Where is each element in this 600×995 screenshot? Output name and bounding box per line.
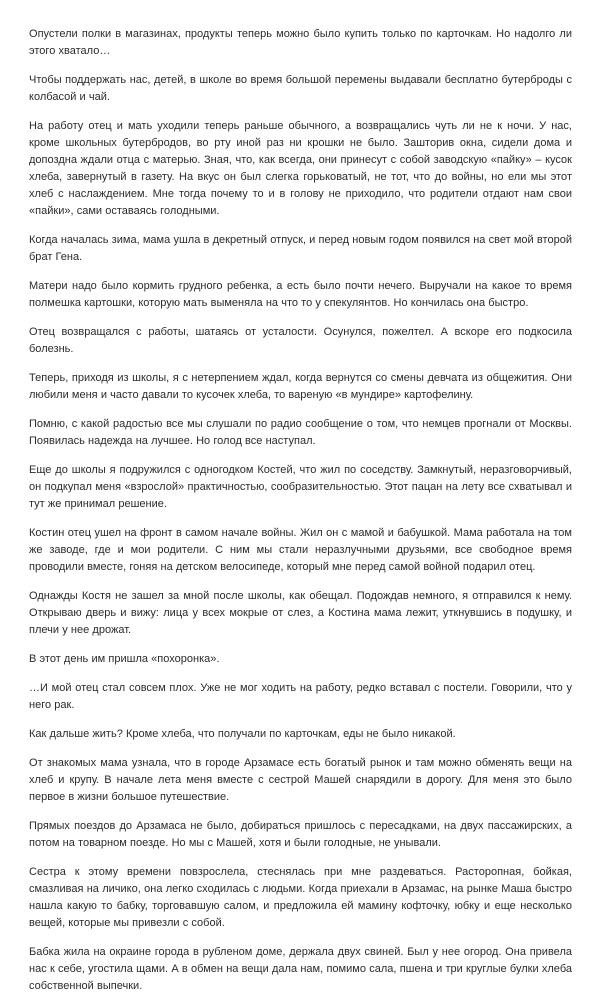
paragraph: Отец возвращался с работы, шатаясь от усталости. Осунулся, пожелтел. А вскоре его подкосила болезнь. [29,326,572,355]
paragraph: Сестра к этому времени повзрослела, стеснялась при мне раздеваться. Расторопная, бойкая, смазливая на личико, она легко сходилась с людьми. Когда приехали в Арзамас, на рынке Маша быстро нашла какую то бабку, торговавшую салом, и предложила ей мамину кофточку, юбку и еще несколько вещей, которые мы привезли с собой. [29,866,572,929]
paragraph: Костин отец ушел на фронт в самом начале войны. Жил он с мамой и бабушкой. Мама работала на том же заводе, где и мои родители. С ним мы стали неразлучными друзьями, все свободное время проводили вместе, гоняя на детском велосипеде, который мне перед самой войной подарил отец. [29,527,572,573]
paragraph: Матери надо было кормить грудного ребенка, а есть было почти нечего. Выручали на какое то время полмешка картошки, которую мать выменяла на что то у спекулянтов. Но кончилась она быстро. [29,280,572,309]
paragraph: Бабка жила на окраине города в рубленом доме, держала двух свиней. Был у нее огород. Она привела нас к себе, угостила щами. А в обмен на вещи дала нам, помимо сала, пшена и три круглые булки хлеба собственной выпечки. [29,946,572,992]
paragraph: Когда началась зима, мама ушла в декретный отпуск, и перед новым годом появился на свет мой второй брат Гена. [29,234,572,263]
paragraph: Как дальше жить? Кроме хлеба, что получали по карточкам, еды не было никакой. [29,728,456,740]
paragraph: Помню, с какой радостью все мы слушали по радио сообщение о том, что немцев прогнали от Москвы. Появилась надежда на лучшее. Но голод все наступал. [29,418,572,447]
paragraph: Чтобы поддержать нас, детей, в школе во время большой перемены выдавали бесплатно бутерброды с колбасой и чай. [29,74,572,103]
paragraph: Однажды Костя не зашел за мной после школы, как обещал. Подождав немного, я отправился к нему. Открываю дверь и вижу: лица у всех мокрые от слез, а Костина мама лежит, уткнувшись в подушку, и плечи у нее дрожат. [29,590,572,636]
paragraph: Еще до школы я подружился с одногодком Костей, что жил по соседству. Замкнутый, неразговорчивый, он подкупал меня «взрослой» практичностью, сообразительностью. Этот пацан на лету все схватывал и тут же принимал решение. [29,464,572,510]
document-text-body [29,26,572,995]
paragraph: От знакомых мама узнала, что в городе Арзамасе есть богатый рынок и там можно обменять вещи на хлеб и крупу. В начале лета меня вместе с сестрой Машей снарядили в дорогу. Для меня это было первое в жизни большое путешествие. [29,757,572,803]
paragraph: Теперь, приходя из школы, я с нетерпением ждал, когда вернутся со смены девчата из общежития. Они любили меня и часто давали то кусочек хлеба, то вареную «в мундире» картофелину. [29,372,572,401]
paragraph: На работу отец и мать уходили теперь раньше обычного, а возвращались чуть ли не к ночи. У нас, кроме школьных бутербродов, во рту иной раз ни крошки не было. Зашторив окна, сидели дома и допоздна ждали отца с матерью. Зная, что, как всегда, они принесут с собой заводскую «пайку» – кусок хлеба, завернутый в газету. На вкус он был слегка горьковатый, не тот, что до войны, но ели мы этот хлеб с наслаждением. Мне тогда почему то и в голову не приходило, что родители отдают нам свои «пайки», сами оставаясь голодными. [29,120,572,217]
paragraph: Прямых поездов до Арзамаса не было, добираться пришлось с пересадками, на двух пассажирских, а потом на товарном поезде. Но мы с Машей, хотя и были голодные, не унывали. [29,820,572,849]
paragraph: В этот день им пришла «похоронка». [29,653,220,665]
paragraph: Опустели полки в магазинах, продукты теперь можно было купить только по карточкам. Но надолго ли этого хватало… [29,28,572,57]
paragraph: …И мой отец стал совсем плох. Уже не мог ходить на работу, редко вставал с постели. Говорили, что у него рак. [29,682,572,711]
